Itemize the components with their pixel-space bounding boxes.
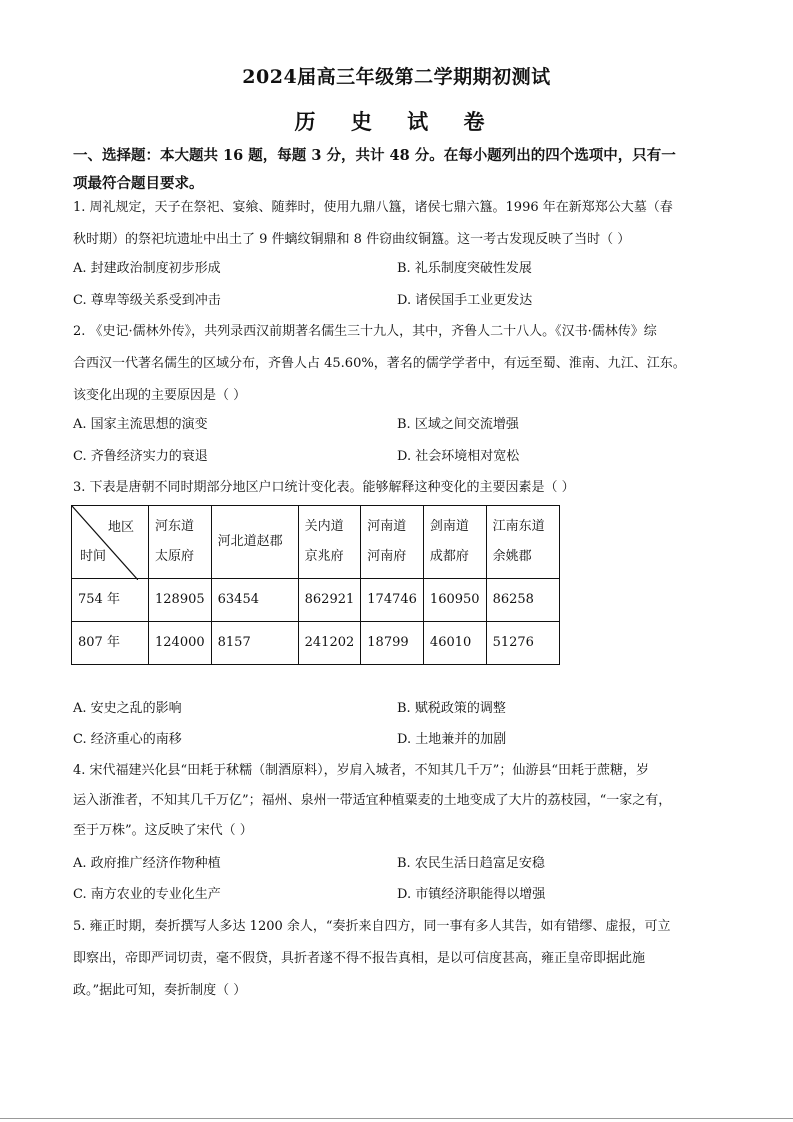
header-line: 河北道赵郡 bbox=[217, 534, 283, 549]
question-3 bbox=[73, 472, 723, 504]
section-heading-line: 一、选择题：本大题共 16 题，每题 3 分，共计 48 分。在每小题列出的四个选项中，只有一 bbox=[73, 147, 676, 164]
table-cell: 862921 bbox=[298, 579, 361, 622]
question-line: 至于万株”。这反映了宋代（ ） bbox=[73, 823, 253, 838]
table-cell: 241202 bbox=[298, 622, 361, 665]
section-heading bbox=[73, 142, 723, 198]
option-2d: D. 社会环境相对宽松 bbox=[397, 449, 520, 464]
table-cell: 160950 bbox=[423, 579, 486, 622]
question-line: 该变化出现的主要原因是（ ） bbox=[73, 388, 247, 403]
question-line: 政。”据此可知，奏折制度（ ） bbox=[73, 983, 247, 998]
option-3a: A. 安史之乱的影响 bbox=[73, 701, 182, 716]
table-cell: 128905 bbox=[149, 579, 212, 622]
table-header-cell bbox=[298, 506, 361, 579]
table-year-cell: 807 年 bbox=[72, 622, 149, 665]
exam-title: 2024届高三年级第二学期期初测试 bbox=[242, 66, 551, 88]
table-header-cell bbox=[423, 506, 486, 579]
option-2c: C. 齐鲁经济实力的衰退 bbox=[73, 449, 208, 464]
header-line: 江南东道 bbox=[492, 519, 545, 534]
table-cell: 51276 bbox=[486, 622, 559, 665]
table-header-row bbox=[72, 506, 560, 579]
corner-label-time: 时间 bbox=[80, 549, 107, 564]
header-line: 成都府 bbox=[429, 549, 469, 564]
table-header-cell bbox=[486, 506, 559, 579]
household-statistics-table bbox=[71, 505, 560, 665]
table-cell: 86258 bbox=[486, 579, 559, 622]
header-line: 京兆府 bbox=[304, 549, 344, 564]
question-line: 2. 《史记·儒林外传》，共列录西汉前期著名儒生三十九人，其中，齐鲁人二十八人。《汉书·儒林传》综 bbox=[73, 324, 657, 339]
table-cell: 124000 bbox=[149, 622, 212, 665]
header-line: 河东道 bbox=[155, 519, 195, 534]
option-3b: B. 赋税政策的调整 bbox=[397, 701, 506, 716]
header-line: 剑南道 bbox=[429, 519, 469, 534]
table-cell: 63454 bbox=[211, 579, 298, 622]
table-header-cell bbox=[149, 506, 212, 579]
section-heading-line: 项最符合题目要求。 bbox=[73, 175, 204, 192]
exam-subtitle: 历 史 试 卷 bbox=[294, 109, 499, 134]
question-4 bbox=[73, 756, 723, 846]
option-1c: C. 尊卑等级关系受到冲击 bbox=[73, 293, 221, 308]
option-3d: D. 土地兼并的加剧 bbox=[397, 732, 507, 747]
question-line: 合西汉一代著名儒生的区域分布，齐鲁人占 45.60%，著名的儒学学者中，有远至蜀、淮南、九江、江东。 bbox=[73, 356, 686, 371]
header-line: 河南府 bbox=[367, 549, 407, 564]
page-bottom-divider bbox=[0, 1118, 793, 1119]
question-line: 1. 周礼规定，天子在祭祀、宴飨、随葬时，使用九鼎八簋，诸侯七鼎六簋。1996 年在新郑郑公大墓（春 bbox=[73, 200, 673, 215]
option-1a: A. 封建政治制度初步形成 bbox=[73, 261, 221, 276]
option-4a: A. 政府推广经济作物种植 bbox=[73, 856, 221, 871]
option-3c: C. 经济重心的南移 bbox=[73, 732, 182, 747]
header-line: 河南道 bbox=[367, 519, 407, 534]
table-row bbox=[72, 622, 560, 665]
table-header-cell bbox=[361, 506, 424, 579]
question-line: 3. 下表是唐朝不同时期部分地区户口统计变化表。能够解释这种变化的主要因素是（ ） bbox=[73, 480, 575, 495]
question-line: 即察出，帝即严词切责，毫不假贷，具折者遂不得不报告真相，是以可信度甚高，雍正皇帝即据此施 bbox=[73, 951, 646, 966]
corner-label-region: 地区 bbox=[107, 520, 134, 535]
header-line: 余姚郡 bbox=[492, 549, 532, 564]
option-2b: B. 区域之间交流增强 bbox=[397, 417, 519, 432]
question-5 bbox=[73, 911, 723, 1007]
table-cell: 46010 bbox=[423, 622, 486, 665]
question-line: 4. 宋代福建兴化县“田耗于秫糯（制酒原料），岁肩入城者，不知其几千万”；仙游县“田耗于蔗糖，岁 bbox=[73, 763, 649, 778]
question-line: 秋时期）的祭祀坑遗址中出土了 9 件螭纹铜鼎和 8 件窃曲纹铜簋。这一考古发现反映了当时（ ） bbox=[73, 232, 631, 247]
header-line: 太原府 bbox=[155, 549, 195, 564]
option-2a: A. 国家主流思想的演变 bbox=[73, 417, 208, 432]
table-cell: 174746 bbox=[361, 579, 424, 622]
question-line: 运入浙淮者，不知其几千万亿”；福州、泉州一带适宜种植粟麦的土地变成了大片的荔枝园，“一家之有， bbox=[73, 793, 672, 808]
table-header-cell bbox=[211, 506, 298, 579]
option-1b: B. 礼乐制度突破性发展 bbox=[397, 261, 532, 276]
table-row bbox=[72, 579, 560, 622]
option-4b: B. 农民生活日趋富足安稳 bbox=[397, 856, 545, 871]
option-4d: D. 市镇经济职能得以增强 bbox=[397, 887, 546, 902]
table-cell: 18799 bbox=[361, 622, 424, 665]
option-1d: D. 诸侯国手工业更发达 bbox=[397, 293, 533, 308]
question-line: 5. 雍正时期，奏折撰写人多达 1200 余人，“奏折来自四方，同一事有多人其告，如有错缪、虚报，可立 bbox=[73, 919, 671, 934]
question-1 bbox=[73, 192, 723, 256]
table-corner-cell bbox=[72, 506, 149, 579]
header-line: 关内道 bbox=[304, 519, 344, 534]
table-cell: 8157 bbox=[211, 622, 298, 665]
question-2 bbox=[73, 316, 723, 412]
option-4c: C. 南方农业的专业化生产 bbox=[73, 887, 221, 902]
table-year-cell: 754 年 bbox=[72, 579, 149, 622]
